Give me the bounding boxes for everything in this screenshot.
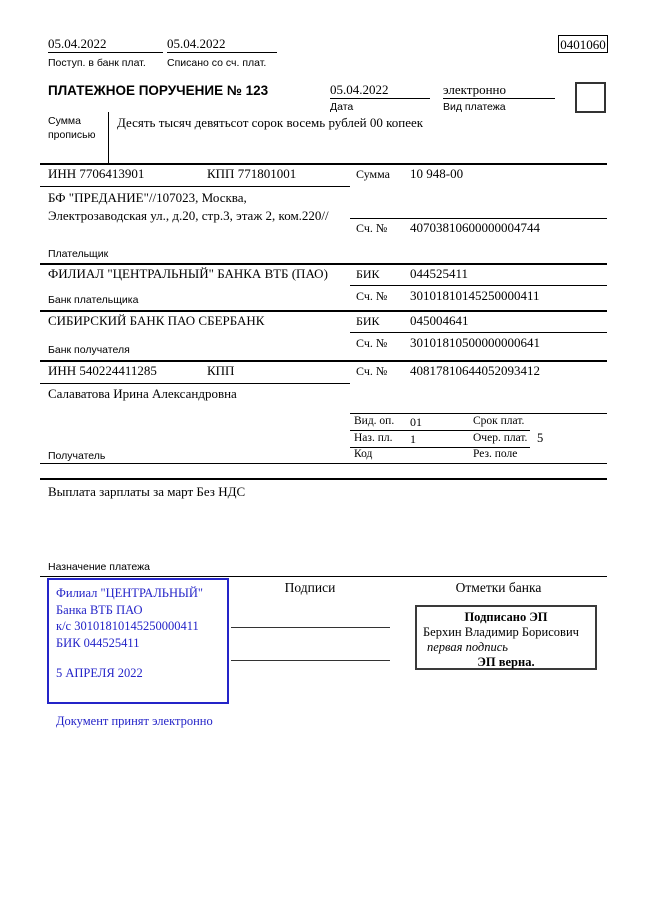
purpose-code-label: Наз. пл.: [354, 432, 393, 444]
stamp-date: 5 АПРЕЛЯ 2022: [56, 666, 143, 680]
payer-bank-bik-value: 044525411: [410, 266, 469, 281]
table-line: [40, 478, 607, 480]
table-line: [350, 285, 607, 286]
payee-name: Салаватова Ирина Александровна: [48, 386, 237, 401]
payee-bank-account-label: Сч. №: [356, 336, 388, 350]
ep-signature-type: первая подпись: [427, 640, 508, 654]
reserve-field-label: Рез. поле: [473, 448, 518, 460]
payment-purpose-label: Назначение платежа: [48, 561, 150, 573]
divider: [108, 112, 109, 163]
table-line: [40, 263, 607, 265]
payment-order-value: 5: [537, 431, 544, 445]
amount-words-value: Десять тысяч девятьсот сорок восемь рублей 00 копеек: [117, 115, 424, 130]
code-label: Код: [354, 448, 373, 460]
op-kind-label: Вид. оп.: [354, 415, 395, 427]
table-line: [350, 413, 607, 414]
payee-bank-name: СИБИРСКИЙ БАНК ПАО СБЕРБАНК: [48, 313, 265, 328]
ep-title: Подписано ЭП: [464, 610, 548, 624]
ep-verified-text: ЭП верна.: [477, 655, 535, 669]
table-line: [40, 163, 607, 165]
table-line: [40, 186, 350, 187]
signature-line: [231, 627, 390, 628]
payer-label: Плательщик: [48, 248, 109, 260]
payee-bank-bik-label: БИК: [356, 314, 380, 328]
payment-purpose-text: Выплата зарплаты за март Без НДС: [48, 484, 246, 499]
amount-value: 10 948-00: [410, 166, 464, 181]
purpose-code-value: 1: [410, 432, 416, 446]
document-date: 05.04.2022: [330, 82, 430, 99]
payee-bank-bik-value: 045004641: [410, 313, 469, 328]
payee-kpp: КПП: [207, 363, 235, 378]
ep-signer-name: Берхин Владимир Борисович: [423, 625, 579, 639]
payer-bank-account-label: Сч. №: [356, 289, 388, 303]
stamp-bank-name: Филиал "ЦЕНТРАЛЬНЫЙ" Банка ВТБ ПАО: [56, 586, 204, 617]
payee-bank-label: Банк получателя: [48, 344, 130, 356]
received-date-label: Поступ. в банк плат.: [48, 57, 146, 69]
table-line: [40, 463, 607, 464]
payer-kpp: КПП 771801001: [207, 166, 297, 181]
payer-account-label: Сч. №: [356, 221, 388, 235]
table-line: [40, 360, 607, 362]
stamp-bik: БИК 044525411: [56, 635, 140, 650]
payee-account-label: Сч. №: [356, 364, 388, 378]
payer-account-value: 40703810600000004744: [410, 220, 540, 235]
payer-inn: ИНН 7706413901: [48, 166, 145, 181]
table-line: [40, 310, 607, 312]
priority-box: [575, 82, 606, 113]
payment-order-label: Очер. плат.: [473, 432, 528, 444]
bank-stamp: [47, 578, 229, 728]
debited-date: 05.04.2022: [167, 36, 277, 53]
payer-bank-account-value: 30101810145250000411: [410, 288, 540, 303]
form-code-badge: 0401060: [558, 35, 608, 53]
payee-account-value: 40817810644052093412: [410, 363, 540, 378]
signature-line: [231, 660, 390, 661]
document-date-label: Дата: [330, 101, 354, 113]
table-line: [350, 218, 607, 219]
table-line: [40, 576, 607, 577]
table-line: [40, 383, 350, 384]
stamp-note: Документ принят электронно: [56, 713, 213, 728]
amount-words-label: Сумма прописью: [48, 115, 96, 142]
payer-bank-bik-label: БИК: [356, 267, 380, 281]
payer-bank-label: Банк плательщика: [48, 294, 139, 306]
payment-kind-label: Вид платежа: [443, 101, 506, 113]
payee-bank-account-value: 30101810500000000641: [410, 335, 540, 350]
payment-term-label: Срок плат.: [473, 415, 525, 427]
electronic-signature-box: [415, 605, 597, 670]
bank-marks-heading: Отметки банка: [455, 580, 542, 595]
debited-date-label: Списано со сч. плат.: [167, 57, 267, 69]
payer-bank-name: ФИЛИАЛ "ЦЕНТРАЛЬНЫЙ" БАНКА ВТБ (ПАО): [48, 266, 328, 281]
document-title: ПЛАТЕЖНОЕ ПОРУЧЕНИЕ № 123: [48, 83, 269, 98]
payment-kind-value: электронно: [443, 82, 555, 99]
payee-label: Получатель: [48, 450, 106, 462]
stamp-corr-account: к/с 30101810145250000411: [56, 619, 199, 633]
op-kind-value: 01: [410, 415, 422, 429]
signatures-heading: Подписи: [284, 580, 336, 595]
payee-inn: ИНН 540224411285: [48, 363, 157, 378]
received-date: 05.04.2022: [48, 36, 163, 53]
amount-label: Сумма: [356, 167, 390, 181]
payer-name-address: БФ "ПРЕДАНИЕ"//107023, Москва, Электрозаводская ул., д.20, стр.3, этаж 2, ком.220//: [48, 190, 329, 224]
table-line: [350, 430, 530, 431]
table-line: [350, 332, 607, 333]
